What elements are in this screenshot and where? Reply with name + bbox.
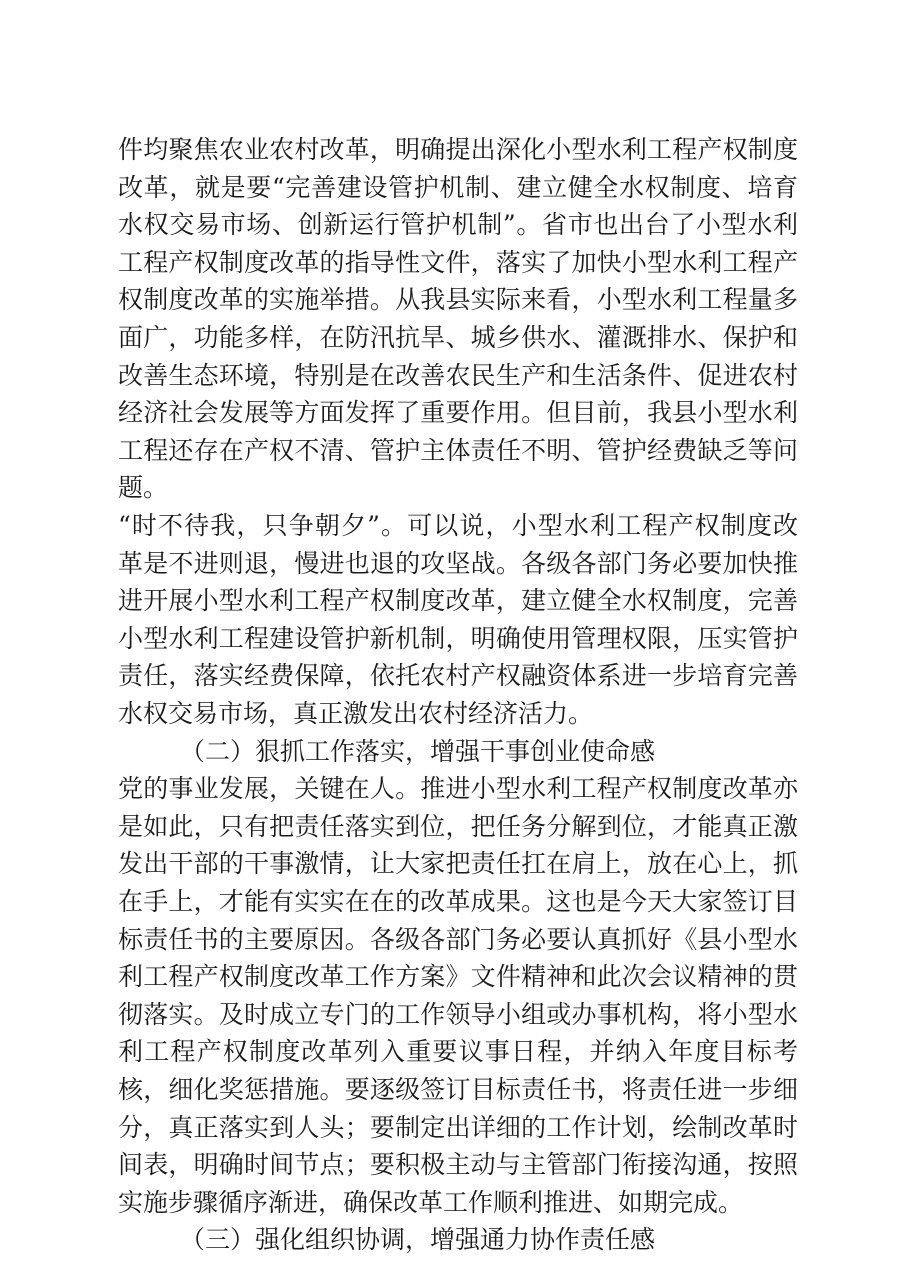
paragraph-2-line-6: 水权交易市场，真正激发出农村经济活力。 — [118, 699, 594, 728]
section-heading-3: （三）强化组织协调，增强通力协作责任感 — [180, 1225, 656, 1255]
paragraph-3-line-2: 是如此，只有把责任落实到位，把任务分解到位，才能真正激 — [118, 811, 798, 841]
paragraph-2-line-3: 进开展小型水利工程产权制度改革，建立健全水权制度，完善 — [118, 586, 798, 616]
paragraph-1-line-7: 改善生态环境，特别是在改善农民生产和生活条件、促进农村 — [118, 360, 798, 390]
paragraph-1-line-4: 工程产权制度改革的指导性文件，落实了加快小型水利工程产 — [118, 247, 798, 277]
paragraph-3-line-11: 间表，明确时间节点；要积极主动与主管部门衔接沟通，按照 — [118, 1150, 798, 1180]
paragraph-1-line-5: 权制度改革的实施举措。从我县实际来看，小型水利工程量多 — [118, 285, 798, 315]
paragraph-3-line-4: 在手上，才能有实实在在的改革成果。这也是今天大家签订目 — [118, 887, 798, 916]
paragraph-2-line-5: 责任，落实经费保障，依托农村产权融资体系进一步培育完善 — [118, 661, 798, 691]
section-heading-2: （二）狠抓工作落实，增强干事创业使命感 — [180, 736, 656, 766]
paragraph-3-line-12: 实施步骤循序渐进，确保改革工作顺利推进、如期完成。 — [118, 1187, 744, 1217]
paragraph-1-line-1: 件均聚焦农业农村改革，明确提出深化小型水利工程产权制度 — [118, 135, 798, 164]
paragraph-3-line-6: 利工程产权制度改革工作方案》文件精神和此次会议精神的贯 — [118, 962, 798, 992]
paragraph-1-line-10: 题。 — [118, 473, 169, 503]
paragraph-3-line-7: 彻落实。及时成立专门的工作领导小组或办事机构，将小型水 — [118, 999, 798, 1029]
paragraph-3-line-3: 发出干部的干事激情，让大家把责任扛在肩上，放在心上，抓 — [118, 849, 798, 879]
paragraph-1-line-2: 改革，就是要“完善建设管护机制、建立健全水权制度、培育 — [118, 172, 798, 202]
paragraph-3-line-9: 核，细化奖惩措施。要逐级签订目标责任书，将责任进一步细 — [118, 1075, 798, 1104]
paragraph-1-line-9: 工程还存在产权不清、管护主体责任不明、管护经费缺乏等问 — [118, 435, 798, 465]
paragraph-3-line-8: 利工程产权制度改革列入重要议事日程，并纳入年度目标考 — [118, 1037, 798, 1067]
paragraph-1-line-3: 水权交易市场、创新运行管护机制”。省市也出台了小型水利 — [118, 210, 798, 240]
paragraph-2-line-2: 革是不进则退，慢进也退的攻坚战。各级各部门务必要加快推 — [118, 548, 798, 578]
paragraph-2-line-1: “时不待我，只争朝夕”。可以说，小型水利工程产权制度改 — [118, 511, 798, 540]
paragraph-3-line-5: 标责任书的主要原因。各级各部门务必要认真抓好《县小型水 — [118, 924, 798, 954]
paragraph-1-line-6: 面广，功能多样，在防汛抗旱、城乡供水、灌溉排水、保护和 — [118, 323, 798, 352]
paragraph-3-line-10: 分，真正落实到人头；要制定出详细的工作计划，绘制改革时 — [118, 1112, 798, 1142]
paragraph-2-line-4: 小型水利工程建设管护新机制，明确使用管理权限，压实管护 — [118, 623, 798, 653]
paragraph-1-line-8: 经济社会发展等方面发挥了重要作用。但目前，我县小型水利 — [118, 398, 798, 428]
paragraph-3-line-1: 党的事业发展，关键在人。推进小型水利工程产权制度改革亦 — [118, 774, 798, 804]
